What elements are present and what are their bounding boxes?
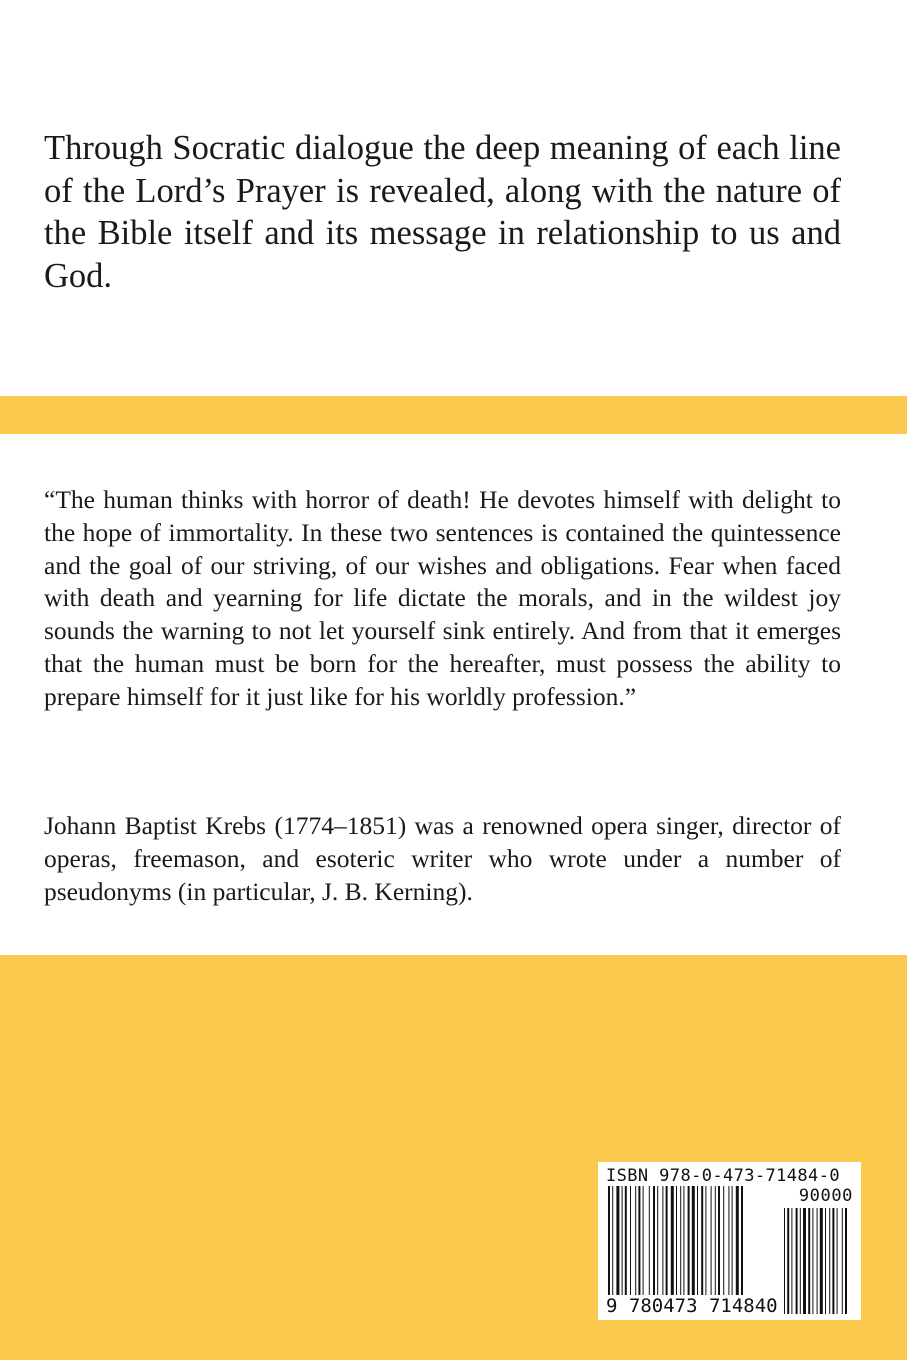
book-description: Through Socratic dialogue the deep meaning of each line of the Lord’s Prayer is revealed, along with the nature of the Bible itself and its message in relationship to us and God. [44, 129, 841, 295]
ean-digits: 9 780473 714840 [606, 1295, 778, 1317]
author-quote: “The human thinks with horror of death! He devotes himself with delight to the hope of immortality. In these two sentences is contained the quintessence and the goal of our striving, of our wishes and obligations. Fear when faced with death and yearning for life dictate the morals, and in the wildest joy sounds the warning to not let yourself sink entirely. And from that it emerges that the human must be born for the hereafter, must possess the ability to prepare himself for it just like for his worldly profession.” [44, 485, 841, 711]
isbn-barcode [598, 1162, 861, 1320]
isbn-label: ISBN 978-0-473-71484-0 [606, 1166, 840, 1186]
author-bio: Johann Baptist Krebs (1774–1851) was a renowned opera singer, director of operas, freemason, and esoteric writer who wrote under a number of pseudonyms (in particular, J. B. Kerning). [44, 811, 841, 906]
yellow-band-top [0, 396, 907, 434]
price-code: 90000 [798, 1186, 853, 1206]
